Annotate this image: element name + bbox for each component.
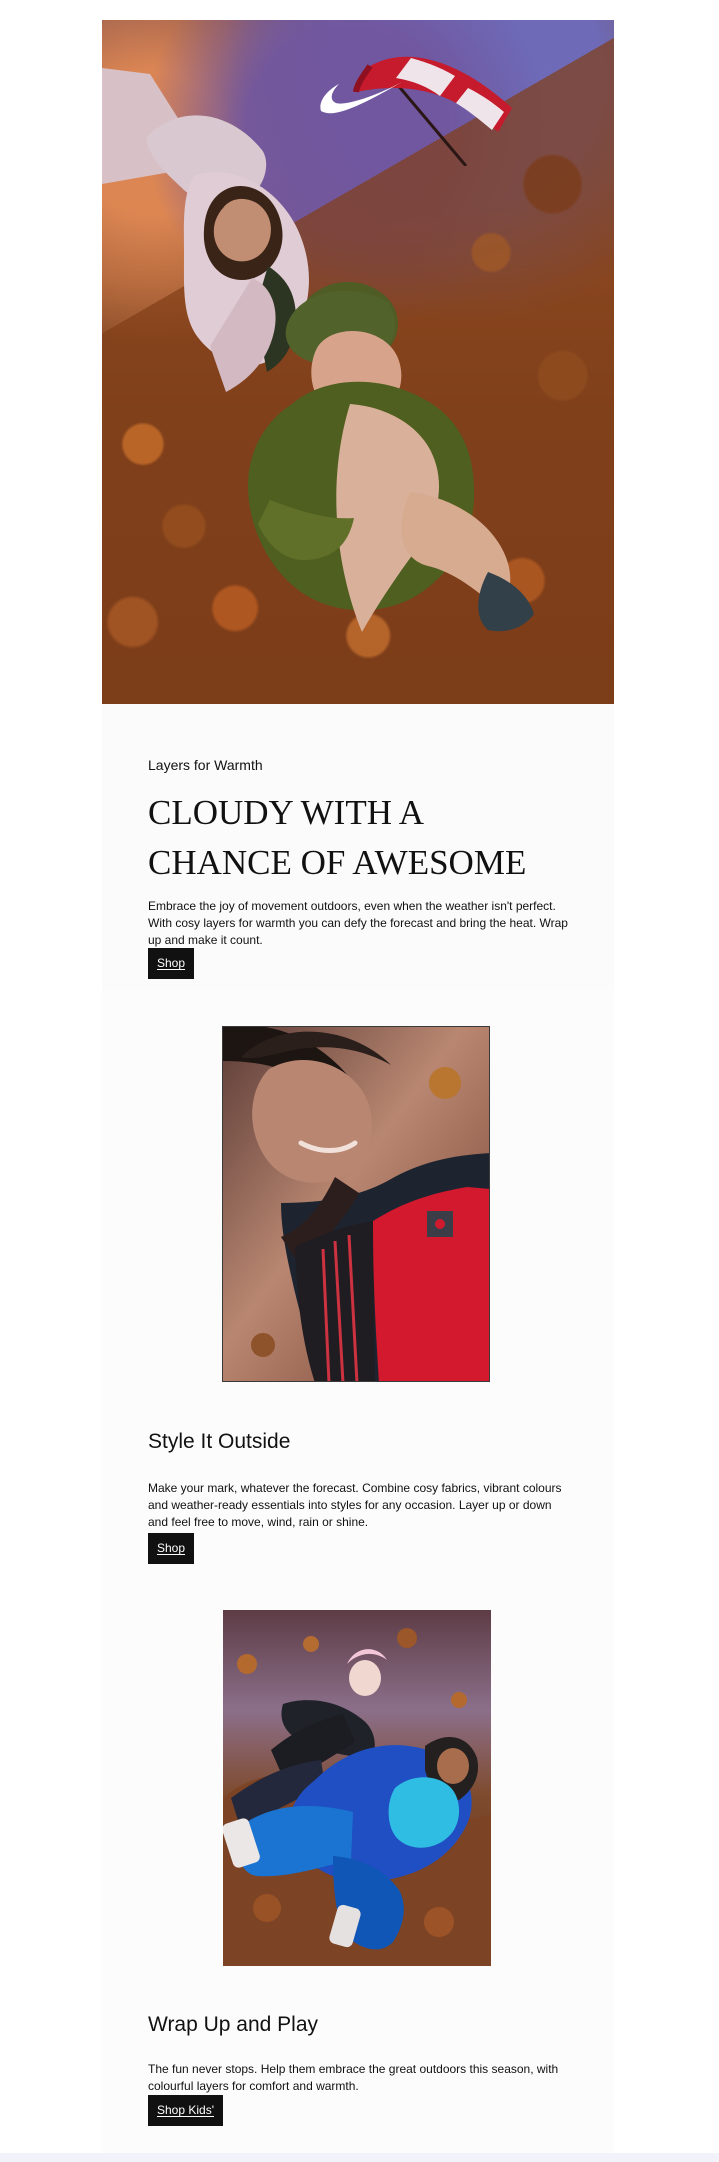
wrap-up-image [223,1610,491,1966]
hero-headline: CLOUDY WITH A CHANCE OF AWESOME [148,793,527,882]
person-in-green-fleece-image [230,272,542,646]
wrap-section-title: Wrap Up and Play [148,2013,319,2036]
hero-eyebrow: Layers for Warmth [148,757,263,773]
hero-content [102,704,614,990]
woman-in-red-jacket-image [223,1027,490,1382]
email-container [102,20,614,2153]
style-shop-button[interactable]: Shop [148,1533,194,1564]
style-section-title: Style It Outside [148,1430,291,1453]
hero-shop-button[interactable]: Shop [148,948,194,979]
page-bottom-band [0,2153,719,2162]
hero-body-copy: Embrace the joy of movement outdoors, even when the weather isn't perfect. With cosy layers for warmth you can defy the forecast and bring the heat. Wrap up and make it count. [148,899,568,947]
kids-playing-image [223,1610,491,1966]
style-outside-image [222,1026,490,1382]
hero-section [102,20,614,704]
style-section-copy: Make your mark, whatever the forecast. Combine cosy fabrics, vibrant colours and weather-ready essentials into styles for any occasion. Layer up or down and feel free to move, wind, rain or shine. [148,1481,562,1529]
wrap-section-copy: The fun never stops. Help them embrace the great outdoors this season, with colourful layers for comfort and warmth. [148,2062,559,2093]
shop-kids-button[interactable]: Shop Kids' [148,2095,223,2126]
